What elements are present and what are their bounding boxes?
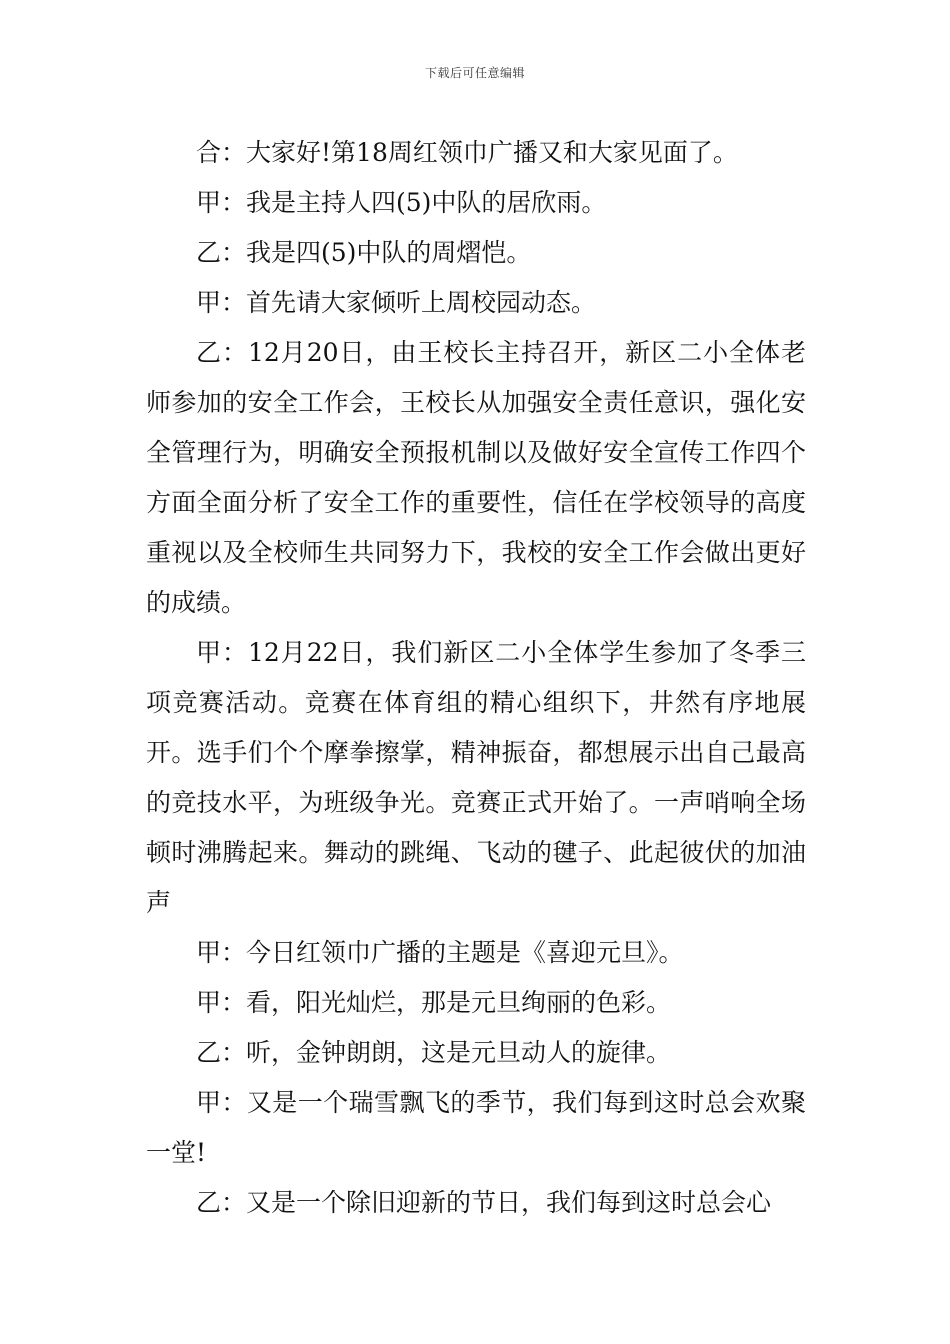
paragraph-host-b-intro: 乙：我是四(5)中队的周熠恺。 [196,238,532,267]
paragraph-sunshine: 甲：看，阳光灿烂，那是元旦绚丽的色彩。 [196,988,672,1017]
paragraph-snow-season: 甲：又是一个瑞雪飘飞的季节，我们每到这时总会欢聚一堂! [146,1088,806,1167]
paragraph-winter-competition: 甲：12月22日，我们新区二小全体学生参加了冬季三项竞赛活动。竞赛在体育组的精心组织下，井然有序地展开。选手们个个摩拳擦掌，精神振奋，都想展示出自己最高的竞技水平，为班级争光。竞赛正式开始了。一声哨响全场顿时沸腾起来。舞动的跳绳、飞动的毽子、此起彼伏的加油声 [146,638,806,917]
paragraph-greeting: 合：大家好!第18周红领巾广播又和大家见面了。 [196,138,738,167]
paragraph-host-a-intro: 甲：我是主持人四(5)中队的居欣雨。 [196,188,607,217]
paragraph-bells: 乙：听，金钟朗朗，这是元旦动人的旋律。 [196,1038,672,1067]
document-body [146,128,806,1228]
paragraph-theme: 甲：今日红领巾广播的主题是《喜迎元旦》。 [196,938,684,967]
paragraph-campus-news-intro: 甲：首先请大家倾听上周校园动态。 [196,288,597,317]
paragraph-new-year-festival: 乙：又是一个除旧迎新的节日，我们每到这时总会心 [196,1188,772,1217]
paragraph-safety-meeting: 乙：12月20日，由王校长主持召开，新区二小全体老师参加的安全工作会，王校长从加强安全责任意识，强化安全管理行为，明确安全预报机制以及做好安全宣传工作四个方面全面分析了安全工作的重要性，信任在学校领导的高度重视以及全校师生共同努力下，我校的安全工作会做出更好的成绩。 [146,338,806,617]
page-header: 下载后可任意编辑 [424,66,525,80]
